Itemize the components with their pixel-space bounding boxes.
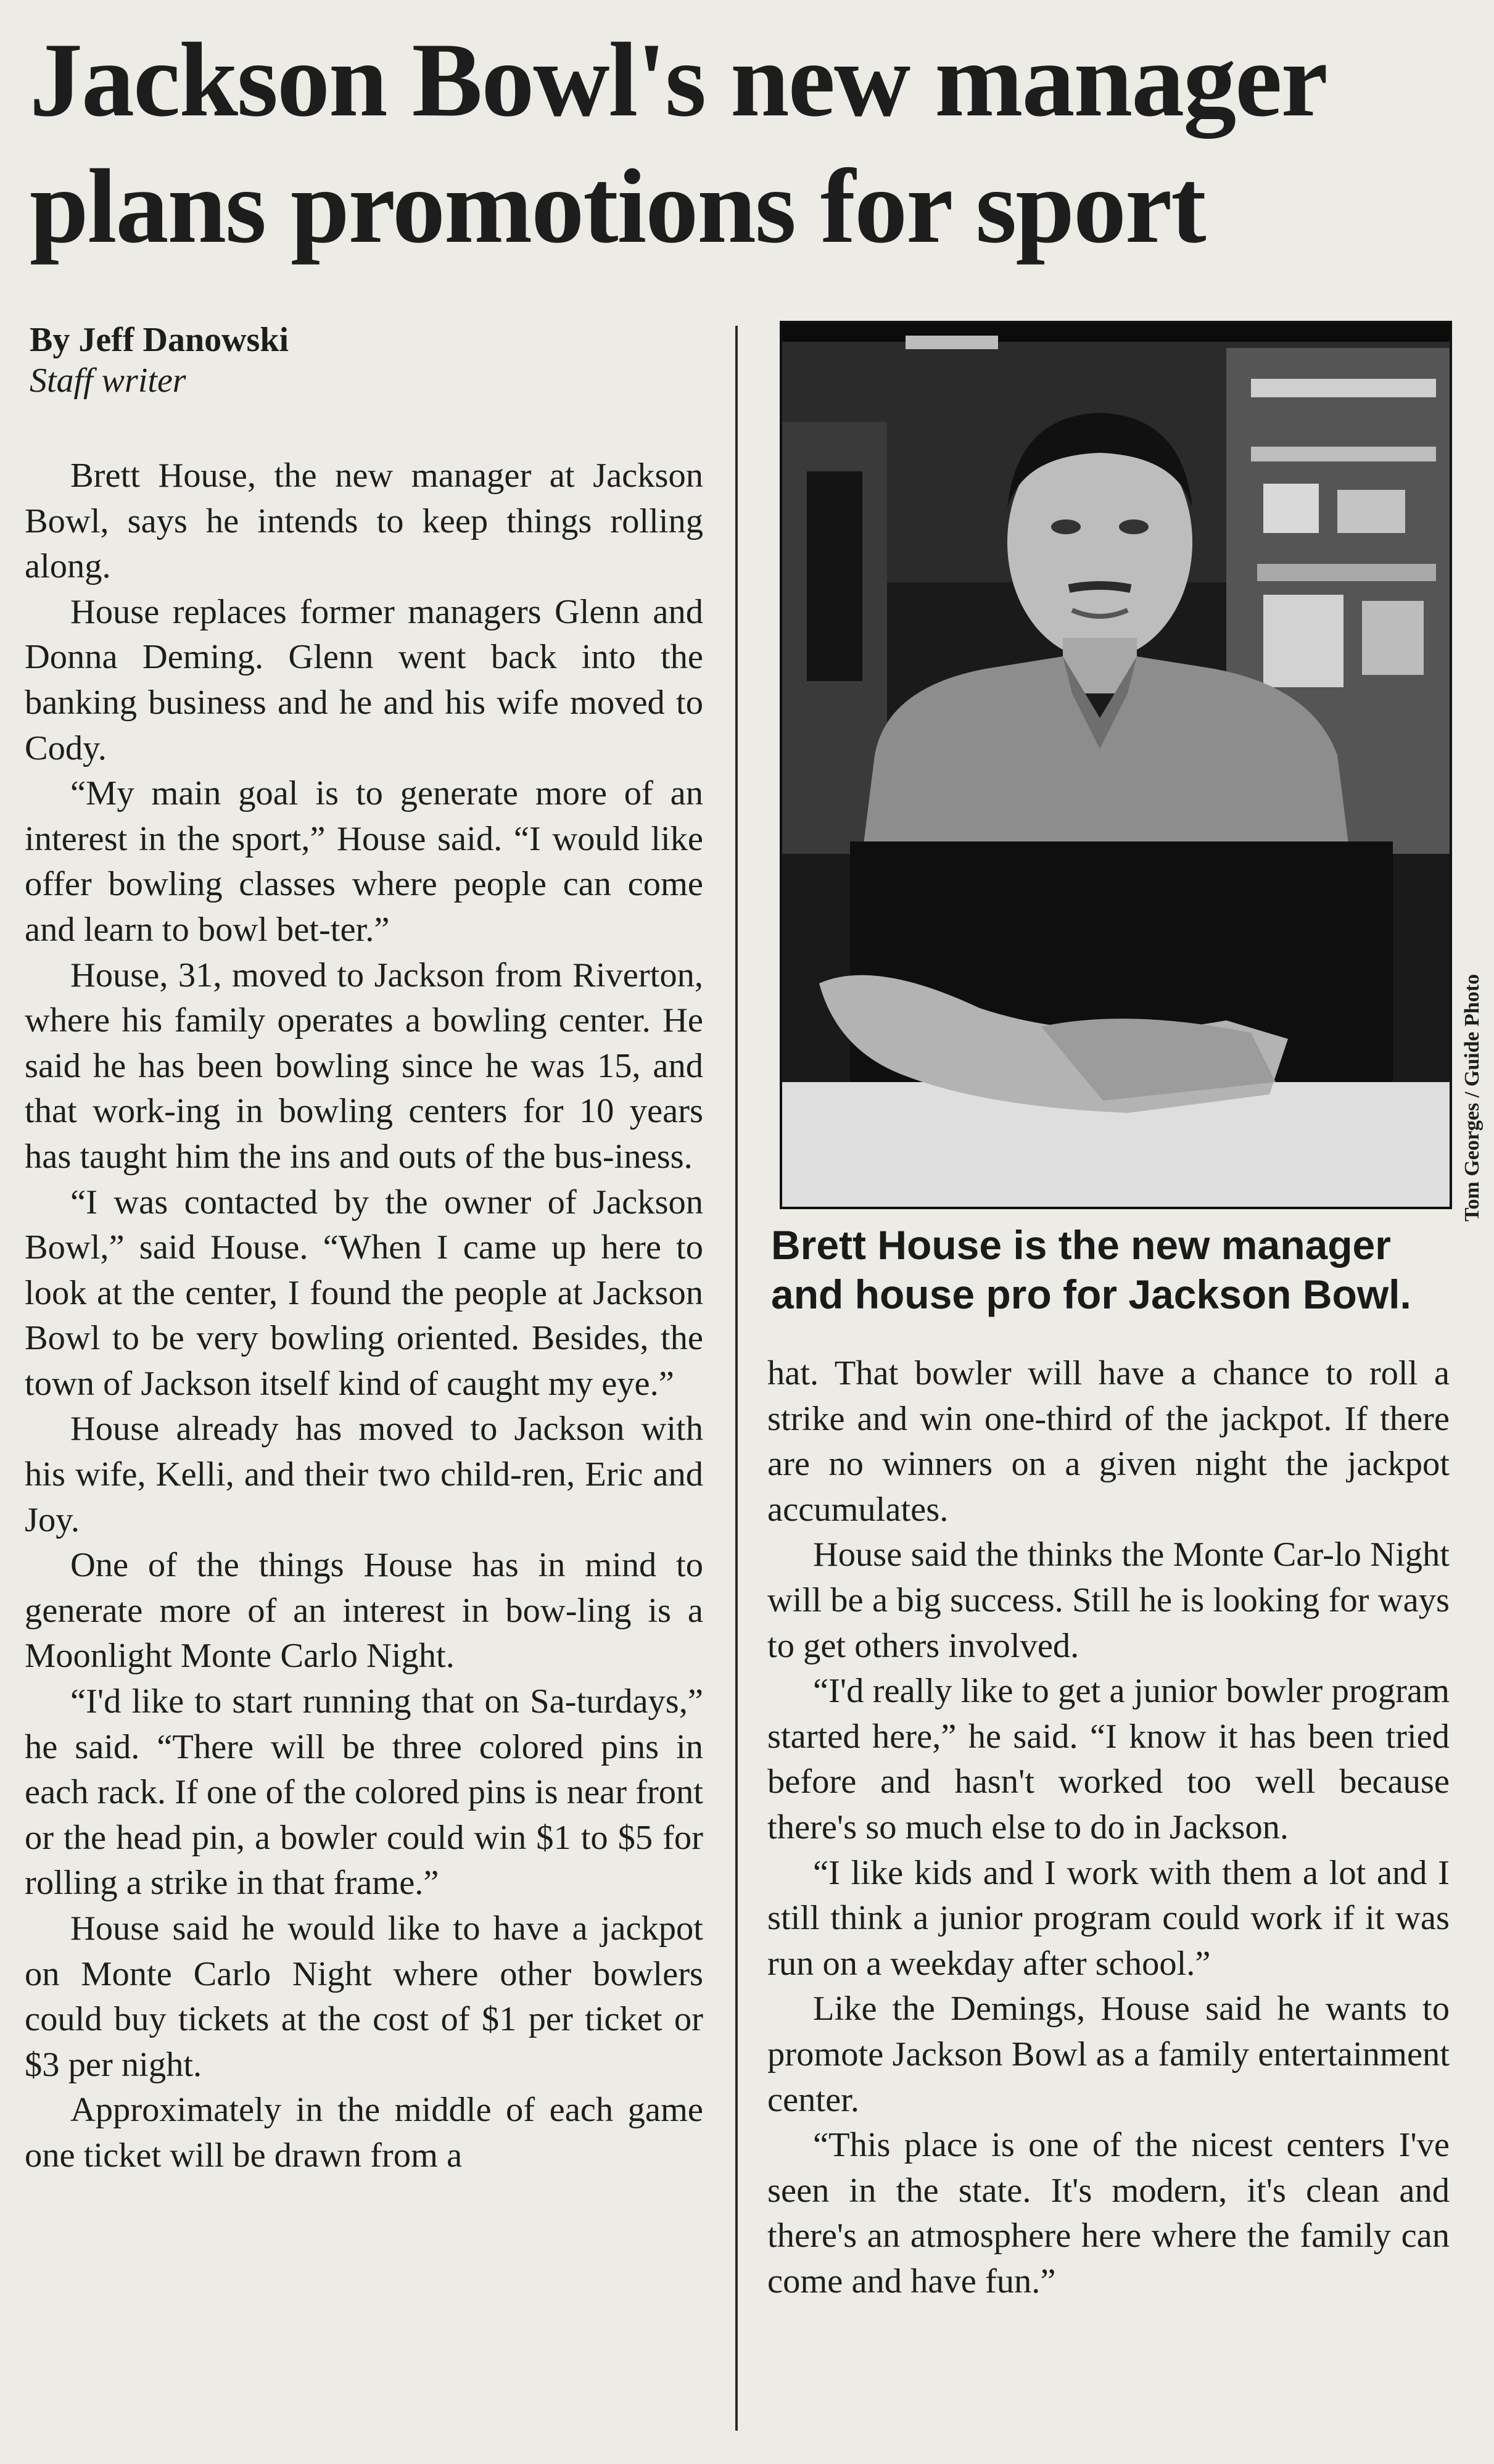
paragraph: House, 31, moved to Jackson from Riverton, where his family operates a bowling center. He said he has been bowling since he was 15, and that work-ing in bowling centers for 10 years has taught him the ins and outs of the bus-iness. — [25, 956, 703, 1176]
paragraph: hat. That bowler will have a chance to roll a strike and win one-third of the jackpot. If there are no winners on a given night the jackpot accumulates. — [767, 1354, 1450, 1529]
photo-caption: Brett House is the new manager and house pro for Jackson Bowl. — [771, 1222, 1411, 1317]
paragraph: “I'd really like to get a junior bowler program started here,” he said. “I know it has been tried before and hasn't worked too well because there's so much else to do in Jackson. — [767, 1672, 1450, 1846]
byline-author: By Jeff Danowski — [30, 321, 289, 359]
photo-brett-house — [780, 321, 1452, 1209]
article-column-2 — [767, 1351, 1450, 2304]
column-divider — [735, 326, 738, 2431]
headline: Jackson Bowl's new manager plans promotions for sport — [30, 22, 1325, 265]
paragraph: “This place is one of the nicest centers I've seen in the state. It's modern, it's clean and there's an atmosphere here where the family can come and have fun.” — [767, 2126, 1450, 2301]
paragraph: One of the things House has in mind to generate more of an interest in bow-ling is a Moonlight Monte Carlo Night. — [25, 1546, 703, 1676]
photo-credit: Tom Georges / Guide Photo — [1461, 974, 1484, 1222]
paragraph: “I was contacted by the owner of Jackson Bowl,” said House. “When I came up here to look at the center, I found the people at Jackson Bowl to be very bowling oriented. Besides, the town of Jackson itself kind of caught my eye.” — [25, 1183, 703, 1403]
paragraph: Brett House, the new manager at Jackson Bowl, says he intends to keep things rolling along. — [25, 457, 703, 586]
article-column-1 — [25, 453, 703, 2179]
paragraph: “I like kids and I work with them a lot and I still think a junior program could work if it was run on a weekday after school.” — [767, 1853, 1450, 1983]
byline-role: Staff writer — [30, 362, 186, 400]
paragraph: “I'd like to start running that on Sa-turdays,” he said. “There will be three colored pins in each rack. If one of the colored pins is near front or the head pin, a bowler could win $1 to $5 for rolling a strike in that frame.” — [25, 1682, 703, 1903]
paragraph: House already has moved to Jackson with his wife, Kelli, and their two child-ren, Eric and Joy. — [25, 1410, 703, 1539]
paragraph: Like the Demings, House said he wants to promote Jackson Bowl as a family entertainment center. — [767, 1990, 1450, 2119]
byline — [30, 320, 708, 401]
paragraph: House replaces former managers Glenn and Donna Deming. Glenn went back into the banking business and he and his wife moved to Cody. — [25, 592, 703, 767]
paragraph: Approximately in the middle of each game one ticket will be drawn from a — [25, 2091, 703, 2175]
paragraph: House said he would like to have a jackpot on Monte Carlo Night where other bowlers could buy tickets at the cost of $1 per ticket or $3 per night. — [25, 1909, 703, 2084]
paragraph: “My main goal is to generate more of an interest in the sport,” House said. “I would like offer bowling classes where people can come and learn to bowl bet-ter.” — [25, 774, 703, 949]
portrait-illustration — [782, 323, 1450, 1207]
paragraph: House said the thinks the Monte Car-lo Night will be a big success. Still he is looking for ways to get others involved. — [767, 1536, 1450, 1665]
